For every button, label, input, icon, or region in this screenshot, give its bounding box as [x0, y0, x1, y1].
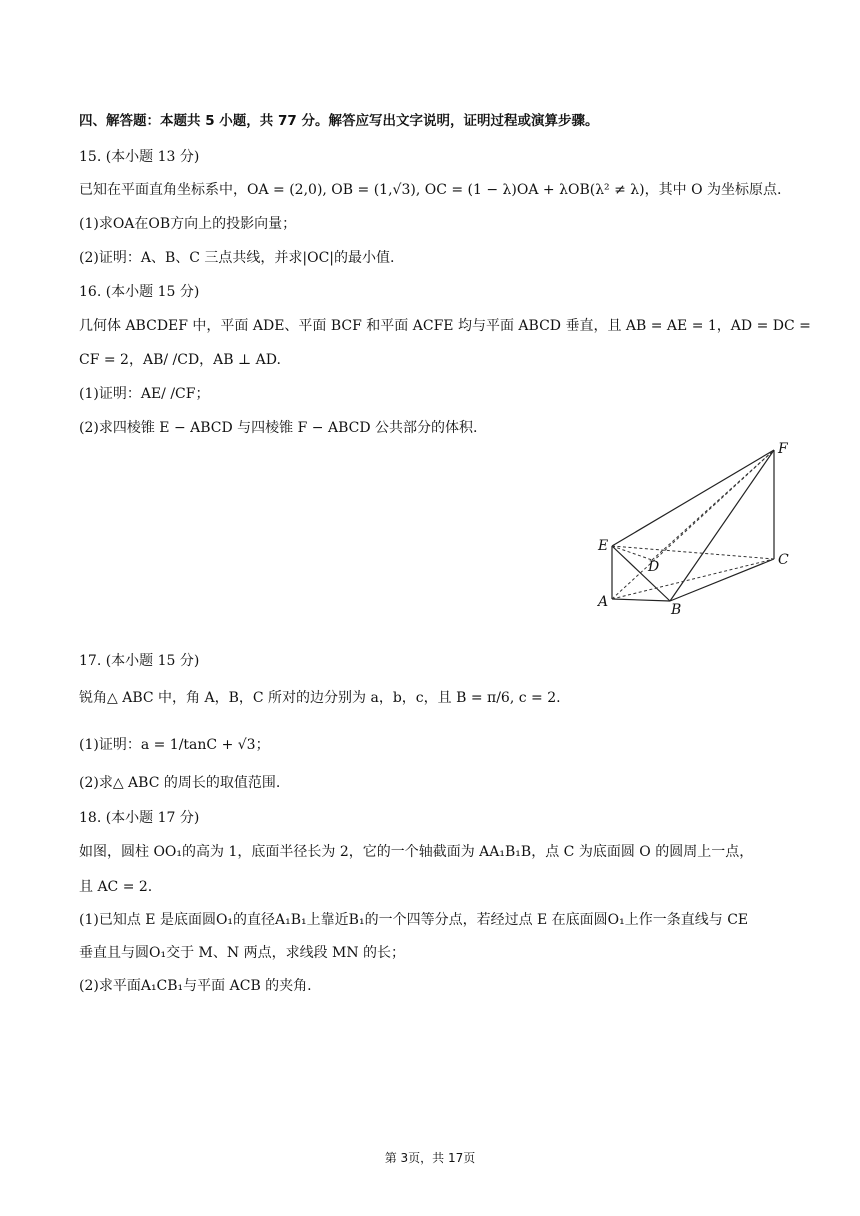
edge-bc: [670, 559, 774, 601]
edge-ab: [612, 599, 670, 601]
edge-ef: [612, 450, 774, 546]
q18-part1-line1: (1)已知点 E 是底面圆O₁的直径A₁B₁上靠近B₁的一个四等分点，若经过点 E 在底面圆O₁上作一条直线与 CE: [79, 912, 749, 928]
edge-af: [612, 450, 774, 599]
edge-ac: [612, 559, 774, 599]
edge-df: [652, 450, 774, 560]
page-footer: 第 3页，共 17页: [384, 1151, 476, 1165]
q17-header: 17. (本小题 15 分): [79, 653, 200, 669]
label-a: A: [598, 594, 609, 610]
q18-part1-line2: 垂直且与圆O₁交于 M、N 两点，求线段 MN 的长；: [79, 945, 406, 961]
q17-stem: 锐角△ ABC 中，角 A，B，C 所对的边分别为 a，b，c，且 B = π/6, c = 2.: [79, 690, 561, 706]
q18-part2: (2)求平面A₁CB₁与平面 ACB 的夹角.: [79, 978, 312, 994]
q15-part1: (1)求OA在OB方向上的投影向量；: [79, 216, 297, 232]
edge-ec: [612, 546, 774, 559]
q15-part2: (2)证明：A、B、C 三点共线，并求|OC|的最小值.: [79, 250, 395, 266]
q18-stem-line2: 且 AC = 2.: [79, 879, 153, 895]
section-heading: 四、解答题：本题共 5 小题，共 77 分。解答应写出文字说明，证明过程或演算步骤。: [79, 113, 599, 129]
q16-stem-line2: CF = 2，AB/ /CD，AB ⊥ AD.: [79, 352, 281, 368]
edge-bf: [670, 450, 774, 601]
label-c: C: [778, 552, 789, 568]
q18-header: 18. (本小题 17 分): [79, 810, 200, 826]
q16-stem-line1: 几何体 ABCDEF 中，平面 ADE、平面 BCF 和平面 ACFE 均与平面 ABCD 垂直，且 AB = AE = 1，AD = DC =: [79, 318, 811, 334]
label-d: D: [648, 559, 660, 575]
geometry-figure: [592, 436, 802, 616]
q17-part2: (2)求△ ABC 的周长的取值范围.: [79, 775, 281, 791]
q15-header: 15. (本小题 13 分): [79, 149, 200, 165]
q17-part1: (1)证明：a = 1/tanC + √3；: [79, 737, 270, 753]
q16-part1: (1)证明：AE/ /CF；: [79, 386, 210, 402]
label-b: B: [671, 602, 682, 616]
q16-part2: (2)求四棱锥 E − ABCD 与四棱锥 F − ABCD 公共部分的体积.: [79, 420, 478, 436]
label-e: E: [598, 538, 609, 554]
label-f: F: [778, 441, 788, 457]
q15-stem: 已知在平面直角坐标系中，OA = (2,0), OB = (1,√3), OC = (1 − λ)OA + λOB(λ² ≠ λ)，其中 O 为坐标原点.: [79, 182, 782, 198]
q16-header: 16. (本小题 15 分): [79, 284, 200, 300]
q18-stem-line1: 如图，圆柱 OO₁的高为 1，底面半径长为 2，它的一个轴截面为 AA₁B₁B，点 C 为底面圆 O 的圆周上一点，: [79, 844, 754, 860]
edge-ed: [612, 546, 652, 560]
